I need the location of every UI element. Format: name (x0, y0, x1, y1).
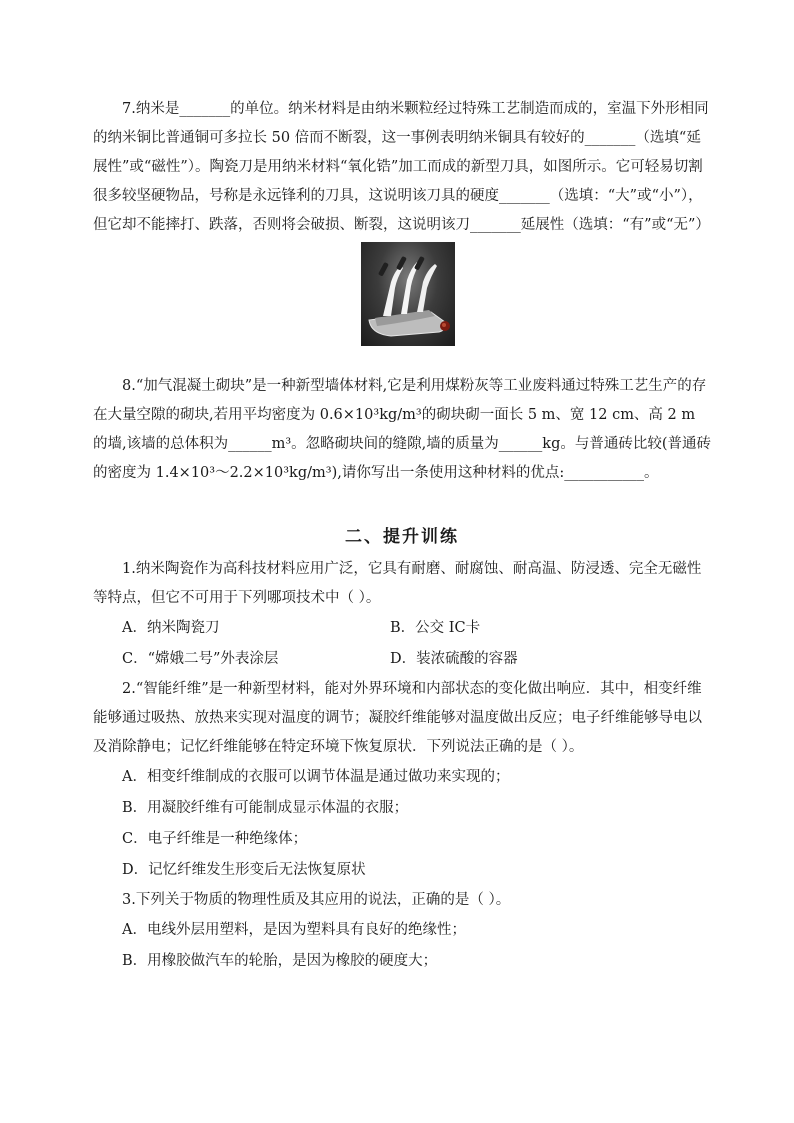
q1-options-row-2 (93, 644, 711, 675)
q1-options-row-1 (93, 613, 711, 644)
question-7: 7.纳米是_______的单位。纳米材料是由纳米颗粒经过特殊工艺制造而成的，室温下外形相同的纳米铜比普通铜可多拉长 50 倍而不断裂，这一事例表明纳米铜具有较好的_______（选填“延展性”或“磁性”）。陶瓷刀是用纳米材料“氧化锆”加工而成的新型刀具，如图所示。它可轻易切割很多较坚硬物品，号称是永远锋利的刀具，这说明该刀具的硬度_______（选填：“大”或“小”），但它却不能摔打、跌落，否则将会破损、断裂，这说明该刀_______延展性（选填：“有”或“无”） (93, 101, 710, 233)
knife-block-illustration (361, 242, 455, 346)
q2-option-c: C．电子纤维是一种绝缘体； (122, 831, 308, 847)
practice-question-2: 2.“智能纤维”是一种新型材料，能对外界环境和内部状态的变化做出响应．其中，相变纤维能够通过吸热、放热来实现对温度的调节；凝胶纤维能够对温度做出反应；电子纤维能够导电以及消除静电；记忆纤维能够在特定环境下恢复原状．下列说法正确的是（ ）。 (93, 681, 702, 755)
figure-container (93, 242, 711, 354)
q1-option-a: A．纳米陶瓷刀 (122, 620, 220, 636)
q2-option-d: D．记忆纤维发生形变后无法恢复原状 (122, 862, 366, 878)
q1-option-d: D．装浓硫酸的容器 (390, 651, 518, 667)
q2-option-b: B．用凝胶纤维有可能制成显示体温的衣服； (122, 800, 409, 816)
q1-option-c: C．“嫦娥二号”外表涂层 (122, 651, 279, 667)
ceramic-knife-photo (361, 242, 455, 346)
q1-option-b: B．公交 IC卡 (390, 620, 481, 636)
q2-option-a: A．相变纤维制成的衣服可以调节体温是通过做功来实现的； (122, 769, 510, 785)
practice-question-3: 3.下列关于物质的物理性质及其应用的说法，正确的是（ ）。 (122, 892, 511, 908)
q3-option-b: B．用橡胶做汽车的轮胎，是因为橡胶的硬度大； (122, 953, 438, 969)
practice-question-1: 1.纳米陶瓷作为高科技材料应用广泛，它具有耐磨、耐腐蚀、耐高温、防浸透、完全无磁性等特点，但它不可用于下列哪项技术中（ ）。 (93, 561, 702, 606)
document-content (93, 95, 711, 977)
q3-option-a: A．电线外层用塑料，是因为塑料具有良好的绝缘性； (122, 922, 466, 938)
section-title: 二、提升训练 (345, 527, 459, 547)
question-8: 8.“加气混凝土砌块”是一种新型墙体材料,它是利用煤粉灰等工业废料通过特殊工艺生产的存在大量空隙的砌块,若用平均密度为 0.6×10³kg/m³的砌块砌一面长 5 m、宽 12 cm、高 2 m 的墙,该墙的总体积为______m³。忽略砌块间的缝隙,墙的质量为______kg。与普通砖比较(普通砖的密度为 1.4×10³～2.2×10³kg/m³),请你写出一条使用这种材料的优点:___________。 (93, 378, 712, 481)
